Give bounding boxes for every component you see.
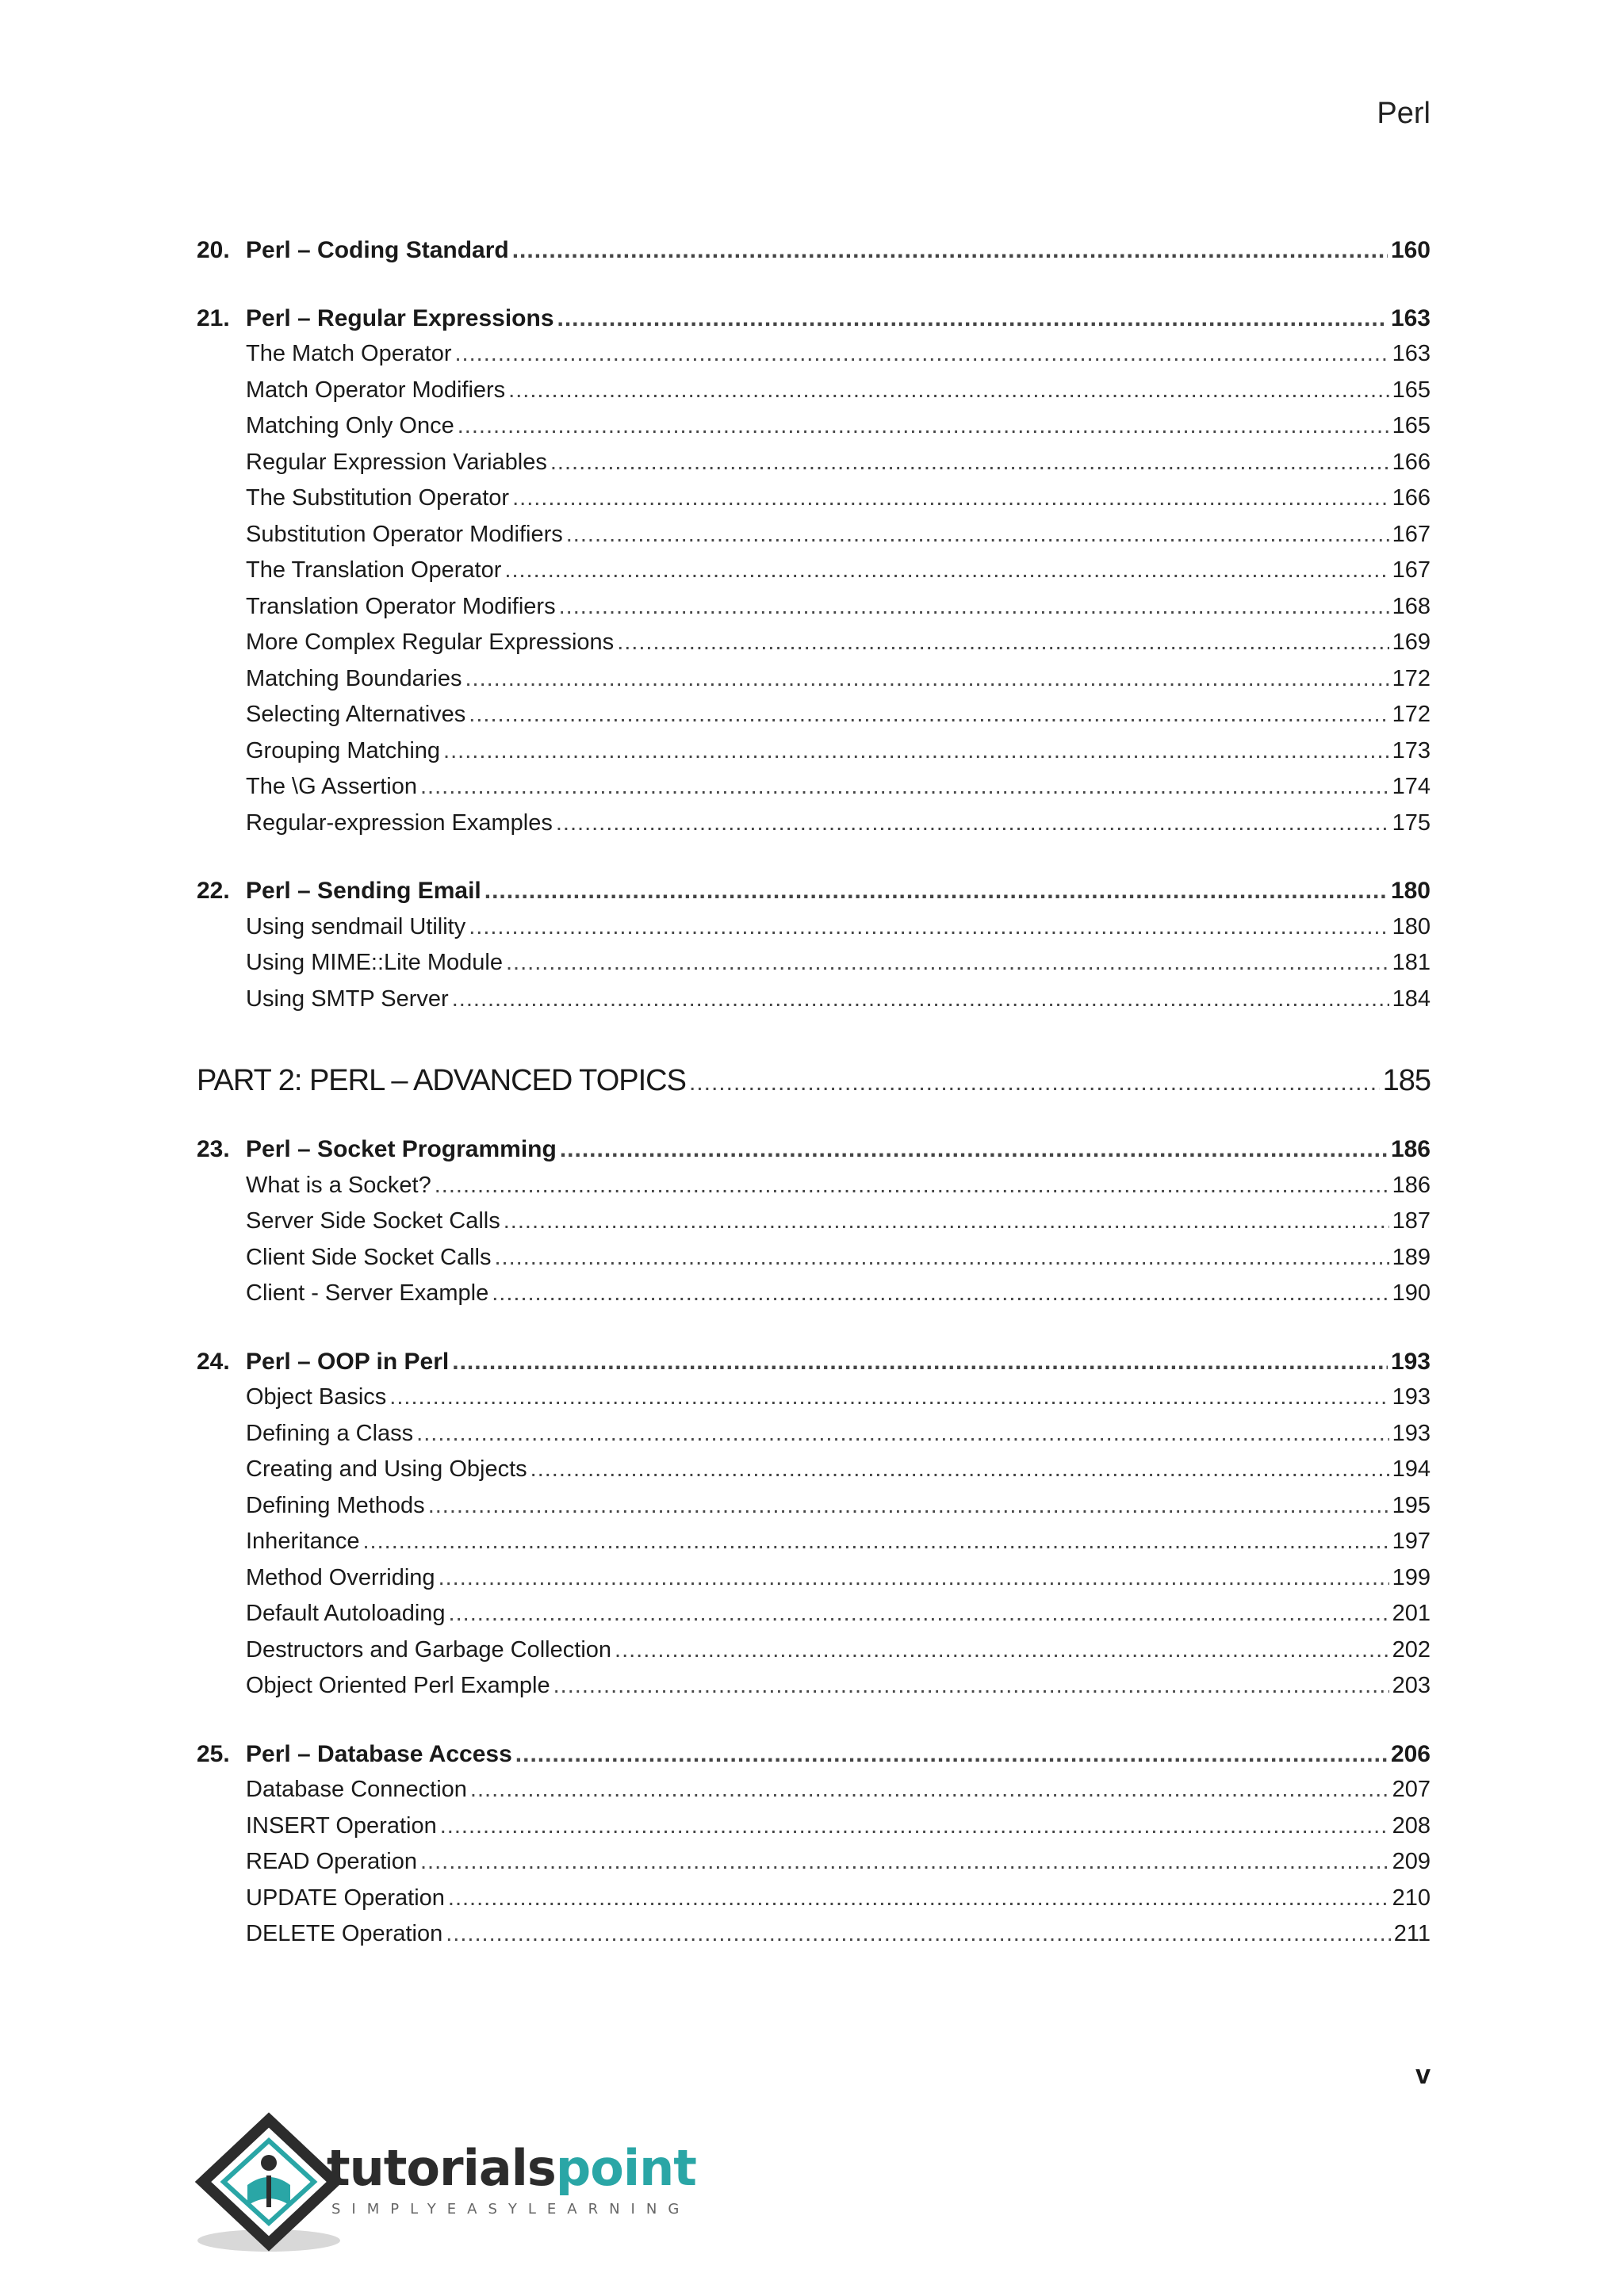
toc-section-entry[interactable] <box>197 982 1431 1018</box>
toc-section-page: 199 <box>1392 1564 1431 1590</box>
toc-section-entry[interactable] <box>197 1844 1431 1881</box>
toc-leader-dots <box>512 232 1388 269</box>
toc-section-entry[interactable] <box>197 1596 1431 1632</box>
toc-leader-dots <box>512 480 1389 517</box>
toc-leader-dots <box>508 373 1388 409</box>
toc-leader-dots <box>553 1668 1389 1705</box>
toc-chapters-group-1 <box>197 232 1431 1017</box>
toc-leader-dots <box>443 733 1389 770</box>
toc-section-entry[interactable] <box>197 1808 1431 1845</box>
toc-leader-dots <box>455 336 1389 373</box>
toc-leader-dots <box>465 661 1388 698</box>
toc-chapter-page: 163 <box>1390 304 1431 331</box>
toc-section-page: 172 <box>1392 702 1431 727</box>
toc-section-page: 208 <box>1392 1812 1431 1839</box>
toc-chapter-title: Perl – Regular Expressions <box>246 304 554 331</box>
toc-section-entry[interactable] <box>197 661 1431 698</box>
toc-section-title: Method Overriding <box>246 1564 435 1590</box>
toc-section-page: 194 <box>1392 1456 1431 1482</box>
toc-leader-dots <box>504 1203 1389 1240</box>
toc-leader-dots <box>448 1881 1389 1917</box>
toc-leader-dots <box>420 1844 1389 1881</box>
toc-chapter-entry[interactable] <box>197 1736 1431 1773</box>
toc-section-page: 202 <box>1392 1636 1431 1663</box>
toc-section-entry[interactable] <box>197 945 1431 982</box>
toc-chapter <box>197 1131 1431 1312</box>
toc-chapter-title: Perl – Socket Programming <box>246 1136 557 1162</box>
toc-leader-dots <box>559 589 1389 626</box>
toc-section-entry[interactable] <box>197 408 1431 445</box>
toc-section-page: 203 <box>1392 1673 1431 1698</box>
toc-chapter-entry[interactable] <box>197 1131 1431 1168</box>
toc-section-entry[interactable] <box>197 373 1431 409</box>
toc-chapter-page: 180 <box>1390 878 1431 904</box>
toc-leader-dots <box>492 1276 1388 1312</box>
toc-section-title: Substitution Operator Modifiers <box>246 521 563 547</box>
toc-section-entry[interactable] <box>197 336 1431 373</box>
toc-leader-dots <box>452 1344 1388 1380</box>
toc-section-title: Defining a Class <box>246 1420 414 1446</box>
toc-section-entry[interactable] <box>197 1452 1431 1488</box>
toc-section-title: Inheritance <box>246 1529 360 1554</box>
toc-chapter <box>197 232 1431 269</box>
toc-section-page: 166 <box>1392 485 1431 511</box>
toc-section-entry[interactable] <box>197 769 1431 806</box>
toc-chapter <box>197 873 1431 1017</box>
logo-tagline: SIMPLYEASYLEARNING <box>331 2201 691 2218</box>
toc-chapter <box>197 300 1431 842</box>
toc-section-entry[interactable] <box>197 1416 1431 1452</box>
toc-section-entry[interactable] <box>197 1524 1431 1560</box>
toc-leader-dots <box>504 553 1388 589</box>
toc-section-entry[interactable] <box>197 589 1431 626</box>
toc-leader-dots <box>617 625 1388 661</box>
toc-leader-dots <box>615 1632 1389 1669</box>
toc-section-page: 181 <box>1392 950 1431 975</box>
toc-chapter-entry[interactable] <box>197 873 1431 909</box>
toc-section-title: INSERT Operation <box>246 1812 437 1839</box>
toc-leader-dots <box>469 909 1388 946</box>
toc-section-entry[interactable] <box>197 1560 1431 1597</box>
toc-leader-dots <box>550 445 1389 481</box>
toc-section-page: 211 <box>1393 1921 1431 1946</box>
toc-leader-dots <box>469 697 1388 733</box>
toc-section-page: 190 <box>1392 1280 1431 1306</box>
toc-section-page: 172 <box>1392 665 1431 691</box>
toc-section-title: Client Side Socket Calls <box>246 1244 492 1270</box>
toc-section-entry[interactable] <box>197 445 1431 481</box>
toc-leader-dots <box>556 806 1389 842</box>
toc-chapter <box>197 1736 1431 1953</box>
toc-leader-dots <box>515 1736 1388 1773</box>
toc-section-page: 197 <box>1392 1529 1431 1554</box>
toc-part-title: PART 2: PERL – ADVANCED TOPICS <box>197 1064 686 1097</box>
toc-section-page: 209 <box>1392 1849 1431 1874</box>
toc-section-page: 210 <box>1392 1885 1431 1911</box>
toc-section-entry[interactable] <box>197 1168 1431 1204</box>
toc-section-page: 186 <box>1392 1172 1431 1198</box>
toc-section-entry[interactable] <box>197 1240 1431 1276</box>
toc-section-title: Object Basics <box>246 1384 387 1410</box>
toc-chapter-title: Perl – Database Access <box>246 1740 512 1767</box>
toc-leader-dots <box>428 1488 1389 1525</box>
toc-section-entry[interactable] <box>197 553 1431 589</box>
toc-leader-dots <box>470 1772 1389 1808</box>
toc-section-entry[interactable] <box>197 1203 1431 1240</box>
toc-section-title: DELETE Operation <box>246 1921 443 1946</box>
toc-section-entry[interactable] <box>197 480 1431 517</box>
toc-section-title: The \G Assertion <box>246 774 417 799</box>
toc-chapter-number: 22. <box>197 878 230 904</box>
toc-section-page: 189 <box>1392 1244 1431 1270</box>
page-header-title: Perl <box>1377 97 1431 130</box>
toc-section-title: Default Autoloading <box>246 1601 446 1626</box>
toc-section-entry[interactable] <box>197 909 1431 946</box>
toc-section-page: 201 <box>1392 1601 1431 1626</box>
toc-section-title: Database Connection <box>246 1777 467 1802</box>
toc-section-title: Translation Operator Modifiers <box>246 593 556 619</box>
toc-section-title: The Substitution Operator <box>246 485 510 511</box>
toc-chapter-number: 25. <box>197 1740 230 1767</box>
toc-section-entry[interactable] <box>197 733 1431 770</box>
toc-section-title: Regular Expression Variables <box>246 449 547 475</box>
toc-chapter-page: 206 <box>1390 1740 1431 1767</box>
toc-section-title: Creating and Using Objects <box>246 1456 527 1482</box>
toc-section-title: Match Operator Modifiers <box>246 377 506 403</box>
toc-section-title: More Complex Regular Expressions <box>246 629 615 655</box>
toc-section-title: Using sendmail Utility <box>246 913 466 939</box>
toc-section-entry[interactable] <box>197 1772 1431 1808</box>
toc-chapter-page: 160 <box>1390 237 1431 263</box>
toc-leader-dots <box>560 1131 1388 1168</box>
toc-section-page: 167 <box>1392 521 1431 547</box>
toc-section-page: 173 <box>1392 737 1431 763</box>
toc-chapter-number: 21. <box>197 304 230 331</box>
toc-section-page: 167 <box>1392 557 1431 583</box>
toc-section-page: 165 <box>1392 377 1431 403</box>
toc-section-page: 163 <box>1392 341 1431 366</box>
toc-section-page: 174 <box>1392 774 1431 799</box>
toc-chapter-number: 20. <box>197 237 230 263</box>
toc-leader-dots <box>557 300 1388 337</box>
toc-section-entry[interactable] <box>197 806 1431 842</box>
toc-section-entry[interactable] <box>197 697 1431 733</box>
toc-section-entry[interactable] <box>197 1668 1431 1705</box>
toc-chapter-entry[interactable] <box>197 1344 1431 1380</box>
toc-leader-dots <box>689 1059 1380 1107</box>
toc-section-page: 165 <box>1392 413 1431 438</box>
toc-part-page: 185 <box>1382 1064 1431 1097</box>
toc-section-title: Destructors and Garbage Collection <box>246 1636 612 1663</box>
toc-leader-dots <box>416 1416 1388 1452</box>
toc-leader-dots <box>449 1596 1389 1632</box>
toc-section-page: 166 <box>1392 449 1431 475</box>
toc-section-page: 184 <box>1392 985 1431 1012</box>
page-number: v <box>1415 2060 1431 2090</box>
toc-section-title: Client - Server Example <box>246 1280 489 1306</box>
toc-section-title: Matching Boundaries <box>246 665 462 691</box>
toc-chapter-title: Perl – OOP in Perl <box>246 1348 450 1375</box>
toc-section-page: 175 <box>1392 809 1431 836</box>
toc-section-title: Selecting Alternatives <box>246 702 466 727</box>
toc-chapters-group-2 <box>197 1131 1431 1953</box>
logo-wordmark: tutorialspoint <box>327 2139 696 2197</box>
tutorialspoint-logo <box>193 2112 696 2255</box>
toc-section-title: Object Oriented Perl Example <box>246 1673 550 1698</box>
toc-leader-dots <box>435 1168 1389 1204</box>
toc-section-title: Using SMTP Server <box>246 985 449 1012</box>
toc-leader-dots <box>389 1380 1388 1416</box>
toc-section-title: Server Side Socket Calls <box>246 1208 500 1234</box>
toc-section-title: The Translation Operator <box>246 557 502 583</box>
toc-leader-dots <box>452 982 1389 1018</box>
toc-chapter-number: 24. <box>197 1348 230 1375</box>
toc-chapter-entry[interactable] <box>197 232 1431 269</box>
toc-leader-dots <box>420 769 1389 806</box>
toc-section-page: 187 <box>1392 1208 1431 1234</box>
toc-section-title: What is a Socket? <box>246 1172 431 1198</box>
toc-leader-dots <box>530 1452 1389 1488</box>
toc-section-page: 193 <box>1392 1420 1431 1446</box>
toc-section-page: 195 <box>1392 1492 1431 1518</box>
toc-section-entry[interactable] <box>197 625 1431 661</box>
toc-leader-dots <box>446 1916 1391 1953</box>
toc-section-title: Matching Only Once <box>246 413 454 438</box>
toc-leader-dots <box>440 1808 1389 1845</box>
toc-section-entry[interactable] <box>197 1881 1431 1917</box>
toc-leader-dots <box>363 1524 1389 1560</box>
toc-section-entry[interactable] <box>197 1916 1431 1953</box>
table-of-contents <box>197 232 1431 1984</box>
toc-chapter-title: Perl – Sending Email <box>246 878 481 904</box>
toc-section-page: 193 <box>1392 1384 1431 1410</box>
toc-leader-dots <box>439 1560 1389 1597</box>
toc-section-page: 180 <box>1392 913 1431 939</box>
toc-part-heading[interactable] <box>197 1057 1431 1104</box>
toc-leader-dots <box>485 873 1388 909</box>
toc-chapter-entry[interactable] <box>197 300 1431 337</box>
toc-section-title: The Match Operator <box>246 341 452 366</box>
toc-chapter-title: Perl – Coding Standard <box>246 237 509 263</box>
toc-section-title: Grouping Matching <box>246 737 441 763</box>
toc-leader-dots <box>458 408 1389 445</box>
toc-leader-dots <box>494 1240 1388 1276</box>
toc-chapter-number: 23. <box>197 1136 230 1162</box>
toc-section-page: 168 <box>1392 593 1431 619</box>
toc-section-entry[interactable] <box>197 1632 1431 1669</box>
toc-section-title: READ Operation <box>246 1849 417 1874</box>
toc-section-title: UPDATE Operation <box>246 1885 445 1911</box>
toc-chapter <box>197 1344 1431 1705</box>
toc-chapter-page: 193 <box>1390 1348 1431 1375</box>
toc-section-title: Using MIME::Lite Module <box>246 950 503 975</box>
toc-section-title: Regular-expression Examples <box>246 809 553 836</box>
toc-section-entry[interactable] <box>197 1276 1431 1312</box>
toc-section-page: 207 <box>1392 1777 1431 1802</box>
toc-leader-dots <box>566 517 1389 553</box>
toc-chapter-page: 186 <box>1390 1136 1431 1162</box>
toc-section-title: Defining Methods <box>246 1492 425 1518</box>
toc-section-entry[interactable] <box>197 517 1431 553</box>
toc-section-entry[interactable] <box>197 1488 1431 1525</box>
toc-section-page: 169 <box>1392 629 1431 655</box>
toc-section-entry[interactable] <box>197 1380 1431 1416</box>
toc-leader-dots <box>506 945 1389 982</box>
